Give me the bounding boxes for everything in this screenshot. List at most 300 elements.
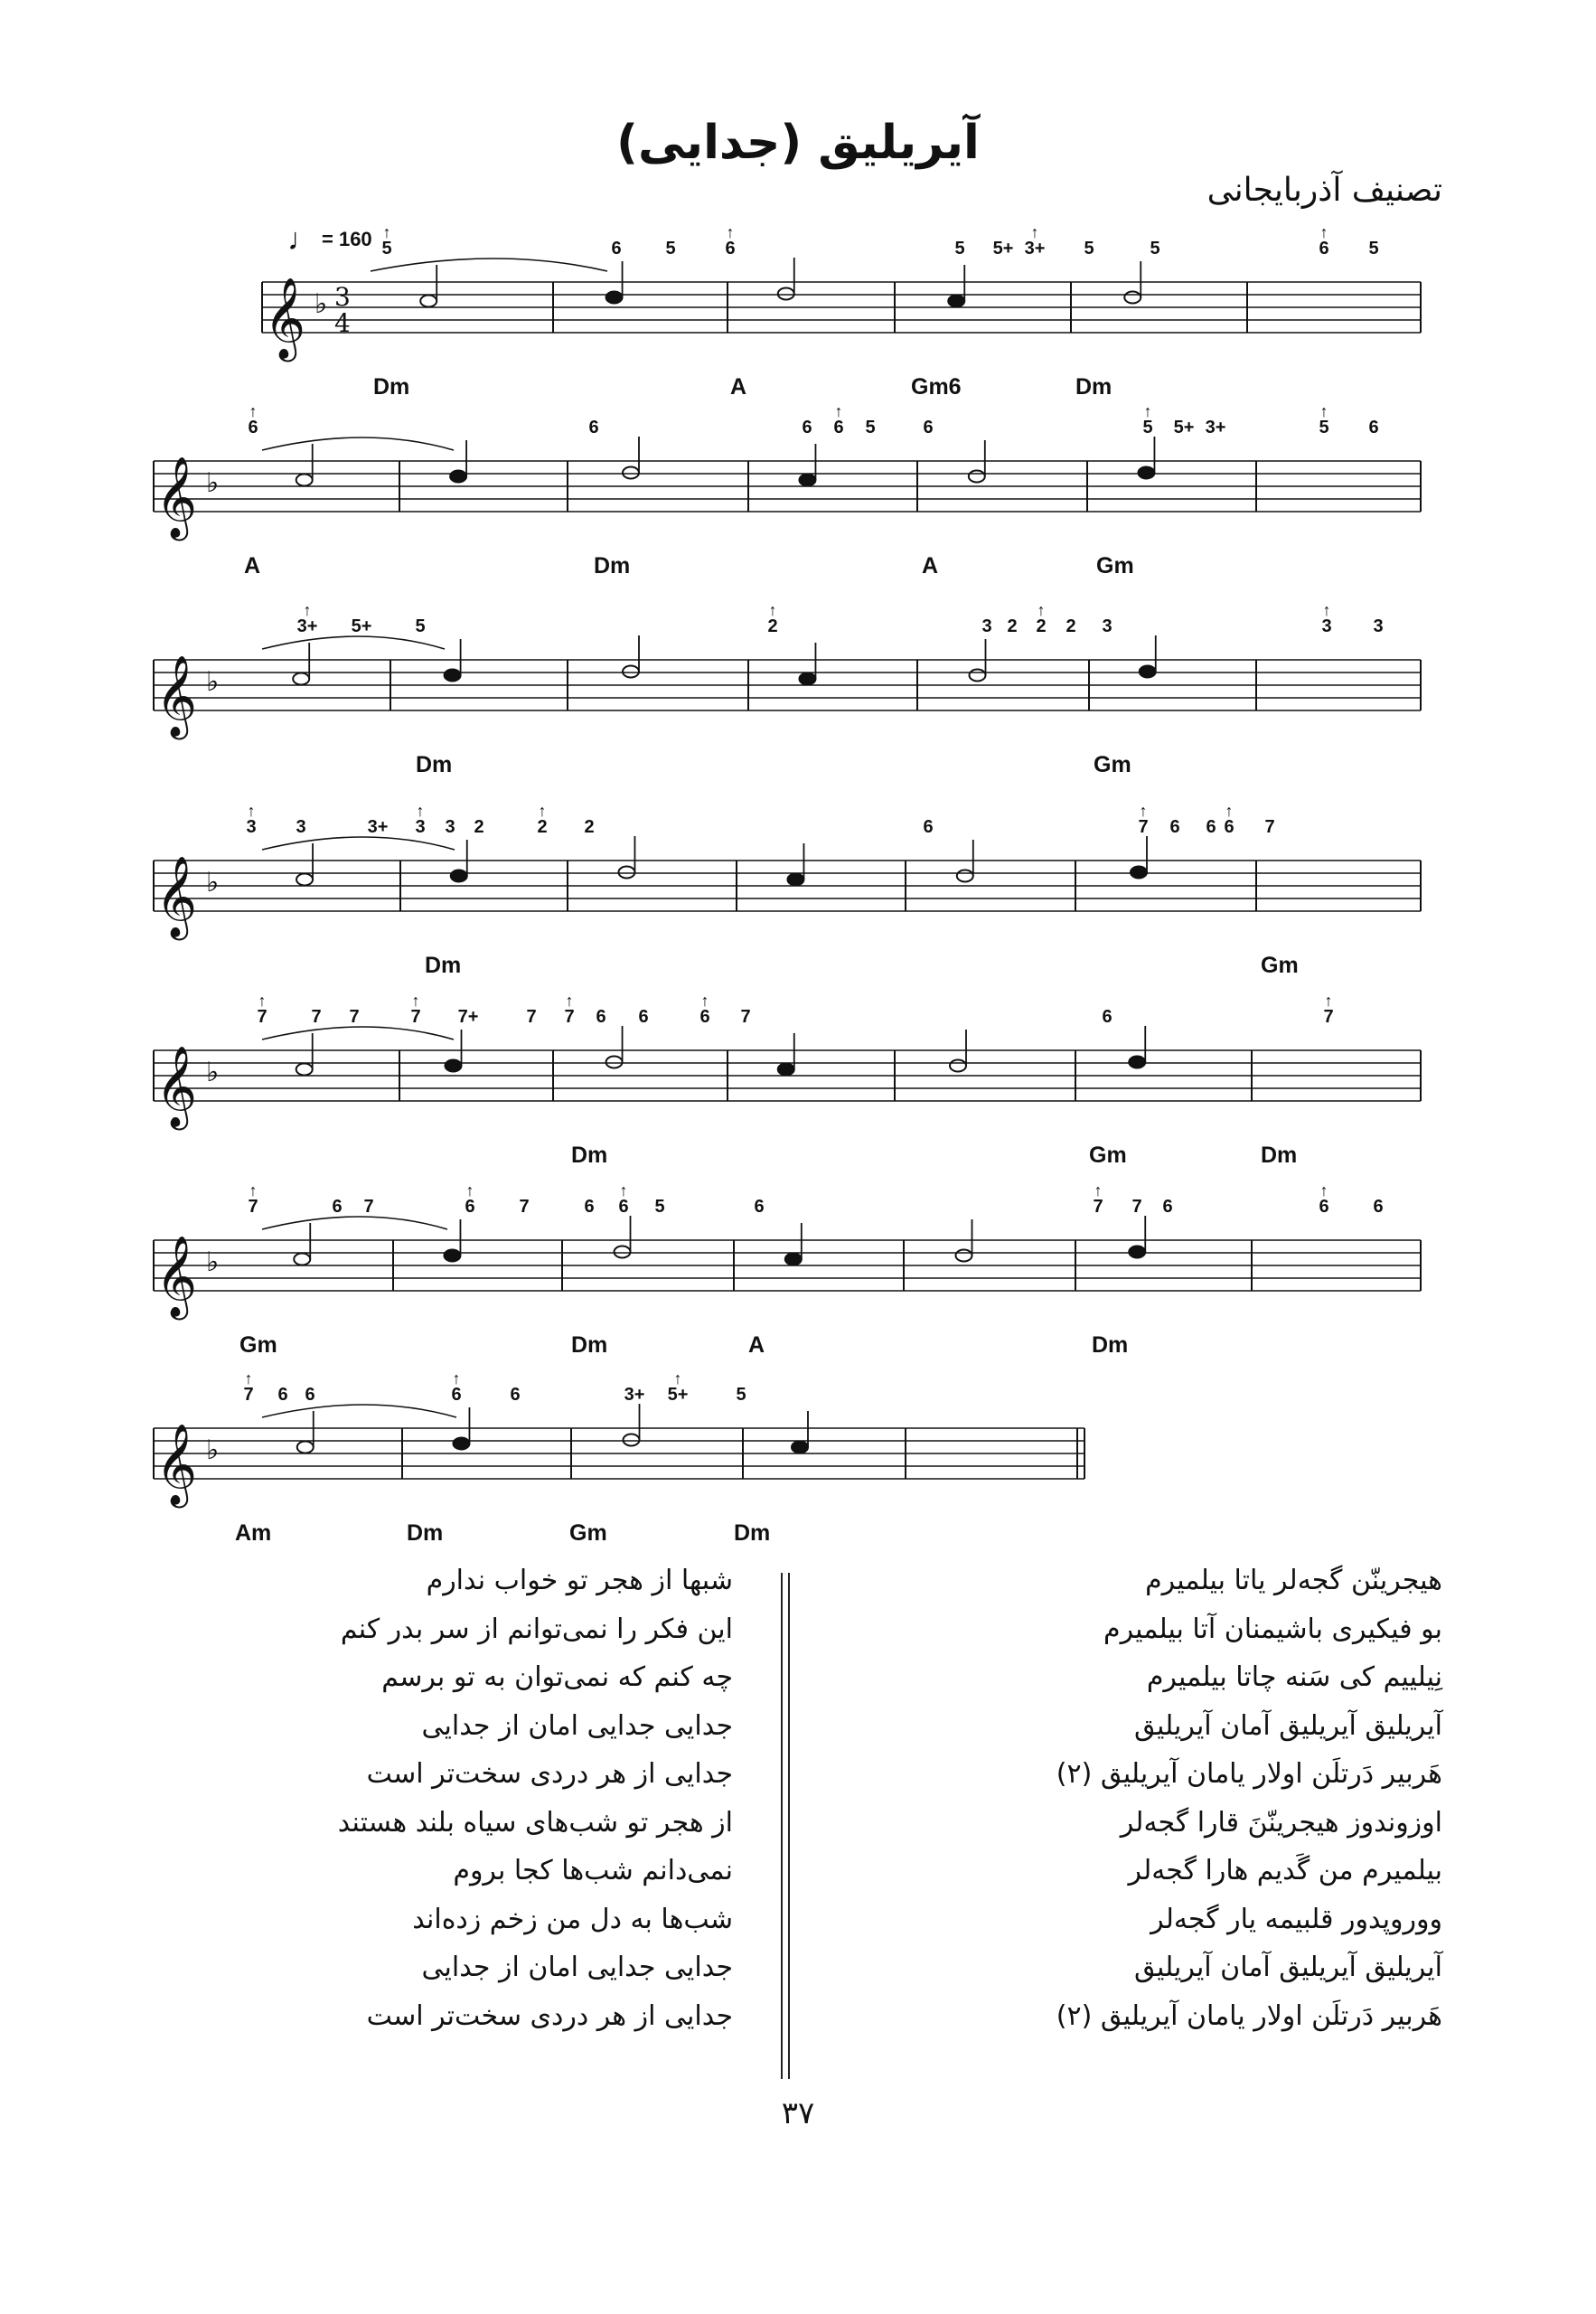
up-arrow-icon [1170,405,1197,418]
fingering-number [355,1184,382,1218]
fingering-label: 6 [1169,817,1180,837]
up-arrow-icon: ↑ [1037,601,1046,619]
up-arrow-icon [1094,994,1121,1007]
up-arrow-icon [324,1184,351,1197]
lyric-line: هیجرینّن گجه‌لر یاتا بیلمیرم [1145,1565,1442,1596]
fingering-label: 7 [257,1007,268,1027]
up-arrow-icon: ↑ [673,1369,682,1387]
up-arrow-icon: ↑ [726,223,735,241]
fingering-label: 7 [1264,817,1275,837]
fingering-label: 7 [243,1385,254,1405]
quarter-note-icon: ♩ [287,222,318,257]
up-arrow-icon: ↑ [1324,992,1333,1010]
up-arrow-icon: ↑ [1030,223,1039,241]
chord-symbol: A [244,553,261,578]
fingering-number [717,223,744,259]
up-arrow-icon [1075,226,1103,239]
up-arrow-icon: ↑ [1225,802,1234,820]
up-arrow-icon [728,1372,755,1385]
chord-symbol: Am [235,1520,272,1546]
up-arrow-icon: ↑ [538,802,547,820]
note-head [778,1064,794,1076]
chord-symbol: Gm6 [911,374,962,400]
up-arrow-icon [437,804,464,817]
up-arrow-icon [580,405,607,418]
fingering-number [825,402,852,438]
chord-symbol: Dm [734,1520,771,1546]
up-arrow-icon: ↑ [303,601,312,619]
slur [262,1405,456,1417]
lyric-line: هَربیر دَرتلَن اولار یامان آیریلیق (۲) [1056,1758,1442,1790]
up-arrow-icon: ↑ [249,1181,258,1199]
lyric-line: هَربیر دَرتلَن اولار یامان آیریلیق (۲) [1056,1999,1442,2032]
lyric-line: جدایی از هر دردی سخت‌تر است [366,1999,733,2032]
fingering-number [793,405,821,438]
up-arrow-icon: ↑ [411,992,420,1010]
fingering-label: 7 [526,1007,537,1027]
fingering-number [402,994,429,1028]
chord-symbol: Gm [1096,553,1134,578]
fingering-number [455,994,482,1028]
fingering-label: 5+ [667,1385,689,1405]
up-arrow-icon [341,994,368,1007]
fingering-label: 6 [510,1385,521,1405]
fingering-number [296,1372,324,1406]
treble-clef-icon: 𝄞 [155,1046,198,1127]
up-arrow-icon [1123,1184,1150,1197]
fingering-number [239,402,267,438]
fingering-number [999,604,1026,637]
fingering-label: 6 [1102,1007,1113,1027]
fingering-label: 2 [1036,616,1047,636]
up-arrow-icon [732,994,759,1007]
lyric-line: بیلمیرم من گَدیم هارا گجه‌لر [1128,1855,1442,1886]
fingering-number [1365,1184,1392,1218]
up-arrow-icon: ↑ [382,223,391,241]
fingering-label: 6 [305,1385,315,1405]
up-arrow-icon: ↑ [834,402,843,420]
note-head [799,673,815,685]
lyric-line: جدایی جدایی امان از جدایی [421,1952,733,1983]
up-arrow-icon: ↑ [1319,223,1328,241]
fingering-label: 3+ [296,616,318,636]
fingering-number [1313,601,1340,637]
chord-symbol: Gm [1089,1143,1127,1168]
fingering-number [556,994,583,1028]
fingering-label: 5 [415,616,426,636]
note-head [778,288,794,300]
fingering-number [1202,405,1229,438]
note-head [446,1060,462,1072]
lyric-line: اوزوندوز هیجرینّنَ قارا گجه‌لر [1120,1806,1442,1839]
chord-symbol: A [730,374,747,400]
fingering-number [1161,804,1188,838]
note-head [451,870,467,882]
chord-symbol: Dm [1261,1143,1298,1168]
lyric-line: شب‌ها به دل من زخم زده‌اند [412,1903,733,1935]
fingering-number [1310,1181,1338,1218]
fingering-number [990,226,1017,259]
note-head [606,1057,623,1068]
fingering-label: 6 [725,239,736,259]
fingering-label: 5 [1150,239,1160,259]
slur [262,837,455,850]
note-head [970,670,986,682]
up-arrow-icon [1365,1184,1392,1197]
fingering-label: 6 [699,1007,710,1027]
flat-icon: ♭ [206,1434,220,1466]
fingering-number [348,604,375,637]
up-arrow-icon: ↑ [565,992,574,1010]
fingering-number [1123,1184,1150,1218]
note-head [615,1246,631,1258]
fingering-label: 7 [410,1007,421,1027]
up-arrow-icon [973,604,1000,616]
treble-clef-icon: 𝄞 [155,456,198,538]
fingering-number [1216,804,1243,838]
note-head [1131,867,1147,879]
fingering-label: 2 [767,616,778,636]
treble-clef-icon: 𝄞 [264,277,306,359]
chord-symbol: Dm [1092,1332,1129,1358]
fingering-label: 6 [833,418,844,437]
fingering-number [1075,226,1103,259]
up-arrow-icon [502,1372,529,1385]
note-head [623,467,639,479]
up-arrow-icon [915,804,942,817]
fingering-number [857,405,884,438]
lyrics-persian [227,1557,733,2040]
up-arrow-icon [1360,226,1387,239]
flat-icon: ♭ [315,288,328,320]
up-arrow-icon: ↑ [452,1369,461,1387]
up-arrow-icon [1141,226,1169,239]
note-head [606,292,623,304]
fingering-label: 5 [736,1385,746,1405]
up-arrow-icon [518,994,545,1007]
fingering-number [364,804,391,838]
fingering-label: 6 [451,1385,462,1405]
note-head [956,1250,972,1262]
up-arrow-icon [407,604,434,616]
chord-symbol: Gm [1261,953,1299,978]
chord-symbol: Dm [594,553,631,578]
up-arrow-icon: ↑ [249,402,258,420]
note-head [297,1442,314,1453]
up-arrow-icon [999,604,1026,616]
fingering-label: 3 [981,616,992,636]
fingering-number [580,405,607,438]
fingering-number [1084,1181,1112,1218]
chord-symbol: Dm [425,953,462,978]
note-head [1124,292,1141,304]
fingering-number [691,994,718,1028]
flat-icon: ♭ [206,666,220,698]
fingering-label: 3 [1102,616,1113,636]
fingering-number [621,1372,648,1406]
fingering-label: 7 [740,1007,751,1027]
up-arrow-icon [1057,604,1084,616]
up-arrow-icon: ↑ [244,1369,253,1387]
up-arrow-icon: ↑ [465,1181,474,1199]
note-head [445,670,461,682]
flat-icon: ♭ [206,467,220,499]
fingering-number [1256,804,1283,838]
up-arrow-icon [1365,604,1392,616]
fingering-number [235,1369,262,1406]
note-head [950,1060,966,1072]
note-head [420,296,437,307]
fingering-label: 2 [474,817,484,837]
lyric-line: بو فیکیری باشیمنان آتا بیلمیرم [1103,1613,1442,1645]
fingering-number [759,601,786,637]
fingering-label: 2 [584,817,595,837]
song-title: آیریلیق (جدایی) [616,116,980,170]
treble-clef-icon: 𝄞 [155,1424,198,1505]
note-head [957,870,973,882]
note-head [787,874,803,886]
up-arrow-icon [1360,405,1387,418]
slur [262,1027,454,1039]
note-head [450,471,466,483]
fingering-label: 6 [1224,817,1235,837]
fingering-label: 5+ [1173,418,1195,437]
up-arrow-icon: ↑ [258,992,267,1010]
fingering-label: 7 [1131,1197,1142,1217]
lyric-line: نمی‌دانم شب‌ها کجا بروم [453,1855,733,1886]
note-head [624,1434,640,1446]
up-arrow-icon [990,226,1017,239]
up-arrow-icon [630,994,657,1007]
note-head [785,1254,802,1265]
fingering-number [1315,994,1342,1028]
up-arrow-icon: ↑ [1319,402,1328,420]
note-head [792,1442,808,1453]
fingering-label: 5 [865,418,876,437]
up-arrow-icon [657,226,684,239]
fingering-label: 5+ [351,616,372,636]
fingering-number [576,1184,603,1218]
fingering-label: 3+ [1024,239,1046,259]
chord-symbol: Gm [569,1520,607,1546]
up-arrow-icon: ↑ [247,802,256,820]
fingering-label: 6 [923,817,934,837]
fingering-label: 5 [1142,418,1153,437]
note-head [969,471,985,483]
note-head [296,475,313,486]
fingering-label: 6 [1319,1197,1329,1217]
fingering-label: 3 [445,817,455,837]
page-number: ۳۷ [781,2095,815,2131]
fingering-number [1094,994,1121,1028]
fingering-number [1021,223,1048,259]
fingering-number [1141,226,1169,259]
note-head [1140,666,1156,678]
fingering-number [1134,402,1161,438]
up-arrow-icon: ↑ [1094,1181,1103,1199]
fingering-label: 6 [584,1197,595,1217]
fingering-label: 7 [248,1197,258,1217]
chord-symbol: Dm [571,1143,608,1168]
up-arrow-icon [1094,604,1121,616]
up-arrow-icon [603,226,630,239]
fingering-label: 6 [802,418,812,437]
up-arrow-icon: ↑ [1319,1181,1328,1199]
chord-symbol: Gm [1094,752,1131,777]
song-subtitle: تصنیف آذربایجانی [1206,172,1442,209]
fingering-number [456,1181,483,1218]
up-arrow-icon [465,804,493,817]
fingering-number [269,1372,296,1406]
up-arrow-icon [1256,804,1283,817]
fingering-label: 3 [1321,616,1332,636]
chord-symbol: A [922,553,939,578]
up-arrow-icon: ↑ [1143,402,1152,420]
up-arrow-icon [1154,1184,1181,1197]
lyric-line: چه کنم که نمی‌توان به تو برسم [381,1661,733,1693]
fingering-label: 2 [537,817,548,837]
fingering-label: 3+ [367,817,389,837]
up-arrow-icon [511,1184,538,1197]
note-head [453,1438,469,1450]
up-arrow-icon [296,1372,324,1385]
lyric-line: شبها از هجر تو خواب ندارم [426,1565,733,1596]
fingering-label: 5 [1319,418,1329,437]
fingering-number [657,226,684,259]
fingering-number [341,994,368,1028]
note-head [623,666,639,678]
fingering-label: 7 [349,1007,360,1027]
note-head [1129,1057,1145,1068]
slur [262,437,454,450]
fingering-label: 6 [277,1385,288,1405]
chord-symbol: Dm [373,374,410,400]
fingering-number [603,226,630,259]
fingering-number [407,604,434,637]
fingering-number [502,1372,529,1406]
up-arrow-icon [355,1184,382,1197]
fingering-label: 3 [246,817,257,837]
fingering-number [610,1181,637,1218]
fingering-number [443,1369,470,1406]
note-head [948,296,964,307]
slur [371,259,607,271]
fingering-number [1154,1184,1181,1218]
chord-symbol: Dm [571,1332,608,1358]
fingering-number [518,994,545,1028]
fingering-number [664,1369,691,1406]
up-arrow-icon [303,994,330,1007]
slur [262,636,445,649]
up-arrow-icon: ↑ [768,601,777,619]
fingering-label: 3 [296,817,306,837]
up-arrow-icon [269,1372,296,1385]
fingering-label: 6 [1162,1197,1173,1217]
fingering-number [238,804,265,838]
chord-symbol: Gm [239,1332,277,1358]
lyrics-azeri [936,1557,1442,2040]
fingering-label: 5 [954,239,965,259]
up-arrow-icon [455,994,482,1007]
fingering-number [1130,804,1157,838]
up-arrow-icon [576,804,603,817]
fingering-label: 7 [311,1007,322,1027]
note-head [444,1250,460,1262]
note-head [1138,467,1154,479]
up-arrow-icon [364,804,391,817]
fingering-number [465,804,493,838]
fingering-label: 7 [363,1197,374,1217]
fingering-number [973,604,1000,637]
fingering-number [1310,223,1338,259]
fingering-number [373,223,400,259]
fingering-label: 6 [923,418,934,437]
fingering-number [915,405,942,438]
lyric-line: نِیلییم کی سَنه چاتا بیلمیرم [1146,1661,1442,1693]
fingering-label: 6 [1368,418,1379,437]
up-arrow-icon [793,405,821,418]
flat-icon: ♭ [206,1246,220,1278]
chord-symbol: Dm [1075,374,1113,400]
up-arrow-icon [857,405,884,418]
fingering-label: 6 [611,239,622,259]
lyric-line: جدایی از هر دردی سخت‌تر است [366,1758,733,1790]
lyric-line: آیریلیق آیریلیق آمان آیریلیق [1134,1709,1442,1742]
fingering-number [646,1184,673,1218]
chord-symbol: Dm [407,1520,444,1546]
fingering-label: 6 [638,1007,649,1027]
fingering-number [1094,604,1121,637]
treble-clef-icon: 𝄞 [155,655,198,737]
time-signature-bottom: 4 [334,308,351,338]
fingering-label: 6 [596,1007,606,1027]
fingering-label: 5+ [992,239,1014,259]
fingering-number [1170,405,1197,438]
fingering-label: 7 [1093,1197,1103,1217]
fingering-label: 2 [1066,616,1076,636]
fingering-label: 3+ [1205,418,1226,437]
fingering-number [732,994,759,1028]
fingering-number [324,1184,351,1218]
fingering-label: 6 [248,418,258,437]
fingering-number [946,226,973,259]
fingering-number [529,804,556,838]
fingering-label: 6 [1373,1197,1384,1217]
up-arrow-icon [348,604,375,616]
fingering-label: 3+ [624,1385,645,1405]
fingering-number [1057,604,1084,637]
fingering-label: 6 [465,1197,475,1217]
fingering-label: 6 [618,1197,629,1217]
fingering-label: 5 [381,239,392,259]
fingering-label: 5 [665,239,676,259]
time-signature-top: 3 [334,282,351,312]
note-head [296,874,313,886]
fingering-label: 6 [1319,239,1329,259]
fingering-label: 5 [1368,239,1379,259]
fingering-label: 6 [332,1197,343,1217]
fingering-label: 3 [1373,616,1384,636]
up-arrow-icon: ↑ [700,992,709,1010]
fingering-number [239,1181,267,1218]
up-arrow-icon: ↑ [619,1181,628,1199]
up-arrow-icon: ↑ [1322,601,1331,619]
fingering-number [437,804,464,838]
fingering-number [587,994,615,1028]
up-arrow-icon [1161,804,1188,817]
fingering-number [630,994,657,1028]
flat-icon: ♭ [206,1057,220,1088]
